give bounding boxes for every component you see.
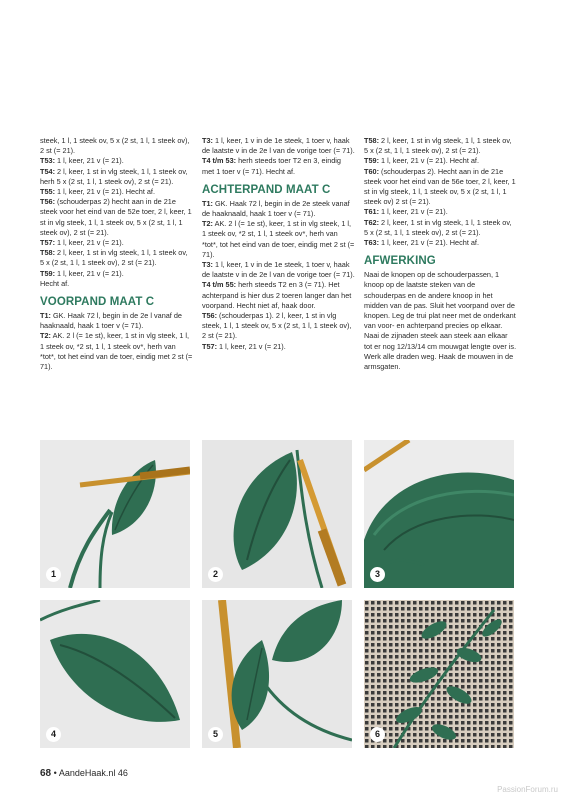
page-number: 68 [40, 768, 52, 779]
photo-step-4 [40, 600, 190, 748]
row-label: T3: [202, 260, 213, 270]
instruction-text: 1 l, keer, 21 v (= 21). Hecht af. [379, 156, 479, 166]
instruction-paragraph [40, 156, 193, 166]
photo-number-3: 3 [370, 567, 385, 582]
magazine-issue: AandeHaak.nl 46 [58, 768, 128, 778]
row-label: T58: [364, 136, 380, 145]
watermark: PassionForum.ru [497, 785, 558, 794]
instruction-paragraph [40, 136, 193, 156]
instruction-paragraph [40, 197, 193, 238]
instruction-text: herh steeds toer T2 en 3, eindig met 1 toer v (= 71). Hecht af. [202, 156, 341, 176]
footer-bullet: • [53, 768, 57, 778]
row-label: T4 t/m 53: [202, 156, 237, 166]
instruction-paragraph [40, 269, 193, 279]
instruction-text: 1 l, keer, 21 v (= 21). [55, 238, 124, 248]
instruction-text: 1 l, keer, 21 v (= 21). [55, 268, 124, 278]
instruction-paragraph [202, 260, 355, 280]
instruction-paragraph [202, 136, 355, 156]
photo-number-4: 4 [46, 727, 61, 742]
row-label: T56: [40, 197, 56, 207]
photo-step-2 [202, 440, 352, 588]
instruction-text: (schouderpas 2). Hecht aan in de 21e steek voor het eind van de 56e toer, 2 l, keer, 1 st in vlg steek, 1 l, 1 steek ov, 5 x (2 st, 1 l, 1 steek ov) 2 st (= 21). [364, 166, 516, 207]
instruction-text: steek, 1 l, 1 steek ov, 5 x (2 st, 1 l, 1 steek ov), 2 st (= 21). [40, 136, 190, 156]
instruction-paragraph [364, 270, 517, 372]
row-label: T56: [202, 311, 218, 321]
photo-number-5: 5 [208, 727, 223, 742]
instruction-text: 2 l, keer, 1 st in vlg steek, 1 l, 1 steek ov, 5 x (2 st, 1 l, 1 steek ov), 2 st (= 21). [40, 248, 188, 268]
instruction-text: 2 l, keer, 1 st in vlg steek, 1 l, 1 steek ov, herh 5 x (2 st, 1 l, 1 steek ov), 2 st (= 21). [40, 166, 188, 186]
instruction-paragraph [364, 238, 517, 248]
instruction-text: 1 l, keer, 1 v in de 1e steek, 1 toer v, haak de laatste v in de 2e l van de vorige toer (= 71). [202, 260, 355, 280]
text-column-1 [40, 136, 193, 372]
row-label: T53: [40, 156, 56, 166]
instruction-text: AK. 2 l (= 1e st), keer, 1 st in vlg steek, 1 l, 1 steek ov, *2 st, 1 l, 1 steek ov*, herh van *tot*, tot het eind van de toer, eindig met 2 st (= 71). [202, 219, 355, 259]
instruction-paragraph [202, 156, 355, 176]
instruction-text: GK. Haak 72 l, begin in de 2e l vanaf de haaknaald, haak 1 toer v (= 71). [40, 311, 182, 331]
instruction-text: Naai de knopen op de schouderpassen, 1 knoop op de laatste steken van de schouderpas en de andere knoop in het midden van de pas. Sluit het voorpand over de knopen. Leg de trui plat neer met de onderkant van voor- en achterpand precies op elkaar. Naai de zijnaden steek aan steek aan elkaar tot er nog 12/13/14 cm mouwgat lengte over is. Werk alle draden weg. Haak de mouwen in de armsgaten. [364, 270, 517, 372]
instruction-text: 2 l, keer, 1 st in vlg steek, 1 l, 1 steek ov, 5 x (2 st, 1 l, 1 steek ov), 2 st (= 21). [364, 136, 512, 156]
instruction-text: 2 l, keer, 1 st in vlg steek, 1 l, 1 steek ov, 5 x (2 st, 1 l, 1 steek ov), 2 st (= 21). [364, 217, 512, 237]
section-heading: ACHTERPAND MAAT C [202, 183, 331, 196]
instruction-paragraph [40, 167, 193, 187]
row-label: T57: [40, 238, 56, 248]
instruction-paragraph [202, 342, 355, 352]
instruction-text: 1 l, keer, 21 v (= 21). Hecht af. [379, 238, 479, 248]
row-label: T59: [40, 268, 56, 278]
photo-step-1 [40, 440, 190, 588]
section-heading: AFWERKING [364, 255, 436, 268]
row-label: T59: [364, 156, 380, 166]
row-label: T1: [40, 311, 51, 321]
instruction-paragraph [364, 207, 517, 217]
photo-step-5 [202, 600, 352, 748]
instruction-paragraph [202, 199, 355, 219]
instruction-text: 1 l, keer, 1 v in de 1e steek, 1 toer v, haak de laatste v in de 2e l van de vorige toer (= 71). [202, 136, 355, 156]
instruction-paragraph [364, 218, 517, 238]
page-footer [40, 768, 128, 779]
instruction-paragraph [40, 248, 193, 268]
instruction-text: Hecht af. [40, 278, 70, 288]
instruction-text: (schouderpas 1). 2 l, keer, 1 st in vlg steek, 1 l, 1 steek ov, 5 x (2 st, 1 l, 1 steek ov), 2 st (= 21). [202, 311, 352, 341]
instruction-paragraph [40, 331, 193, 372]
row-label: T58: [40, 248, 56, 258]
instruction-paragraph [202, 311, 355, 342]
instruction-paragraph [40, 187, 193, 197]
instruction-paragraph [364, 156, 517, 166]
instruction-text: GK. Haak 72 l, begin in de 2e steek vanaf de haaknaald, haak 1 toer v (= 71). [202, 198, 350, 219]
instruction-text: 1 l, keer, 21 v (= 21). [379, 207, 448, 217]
row-label: T2: [40, 331, 51, 341]
row-label: T1: [202, 198, 213, 208]
instruction-paragraph [40, 279, 193, 289]
instruction-text: herh steeds T2 en 3 (= 71). Het achterpand is hier dus 2 toeren langer dan het voorpand. Hecht niet af, haak door. [202, 280, 352, 310]
row-label: T2: [202, 219, 213, 229]
instruction-paragraph [364, 136, 517, 156]
instruction-text: (schouderpas 2) hecht aan in de 21e steek voor het eind van de 52e toer, 2 l, keer, 1 st in vlg steek, 1 l, 1 steek ov, 5 x (2 st, 1 l, 1 steek ov), 2 st (= 21). [40, 197, 192, 237]
row-label: T4 t/m 55: [202, 280, 237, 290]
instruction-paragraph [40, 311, 193, 331]
row-label: T61: [364, 207, 380, 217]
text-column-3 [364, 136, 517, 372]
photo-number-1: 1 [46, 567, 61, 582]
row-label: T54: [40, 166, 56, 176]
row-label: T62: [364, 217, 380, 227]
section-heading: VOORPAND MAAT C [40, 296, 155, 309]
instruction-paragraph [40, 238, 193, 248]
text-column-2 [202, 136, 355, 352]
instruction-text: 1 l, keer, 21 v (= 21). [217, 341, 286, 351]
instruction-paragraph [364, 167, 517, 208]
row-label: T57: [202, 341, 218, 351]
instruction-paragraph [202, 219, 355, 260]
instruction-text: 1 l, keer, 21 v (= 21). Hecht af. [55, 187, 155, 197]
row-label: T60: [364, 166, 380, 176]
photo-step-3 [364, 440, 514, 588]
photo-step-6 [364, 600, 514, 748]
instruction-paragraph [202, 280, 355, 311]
photo-number-2: 2 [208, 567, 223, 582]
row-label: T3: [202, 136, 213, 145]
row-label: T55: [40, 187, 56, 197]
row-label: T63: [364, 238, 380, 248]
instruction-text: AK. 2 l (= 1e st), keer, 1 st in vlg steek, 1 l, 1 steek ov, *2 st, 1 l, 1 steek ov*, herh van *tot*, tot het eind van de toer, eindig met 2 st (= 71). [40, 331, 193, 372]
instruction-text: 1 l, keer, 21 v (= 21). [55, 156, 124, 166]
photo-number-6: 6 [370, 727, 385, 742]
